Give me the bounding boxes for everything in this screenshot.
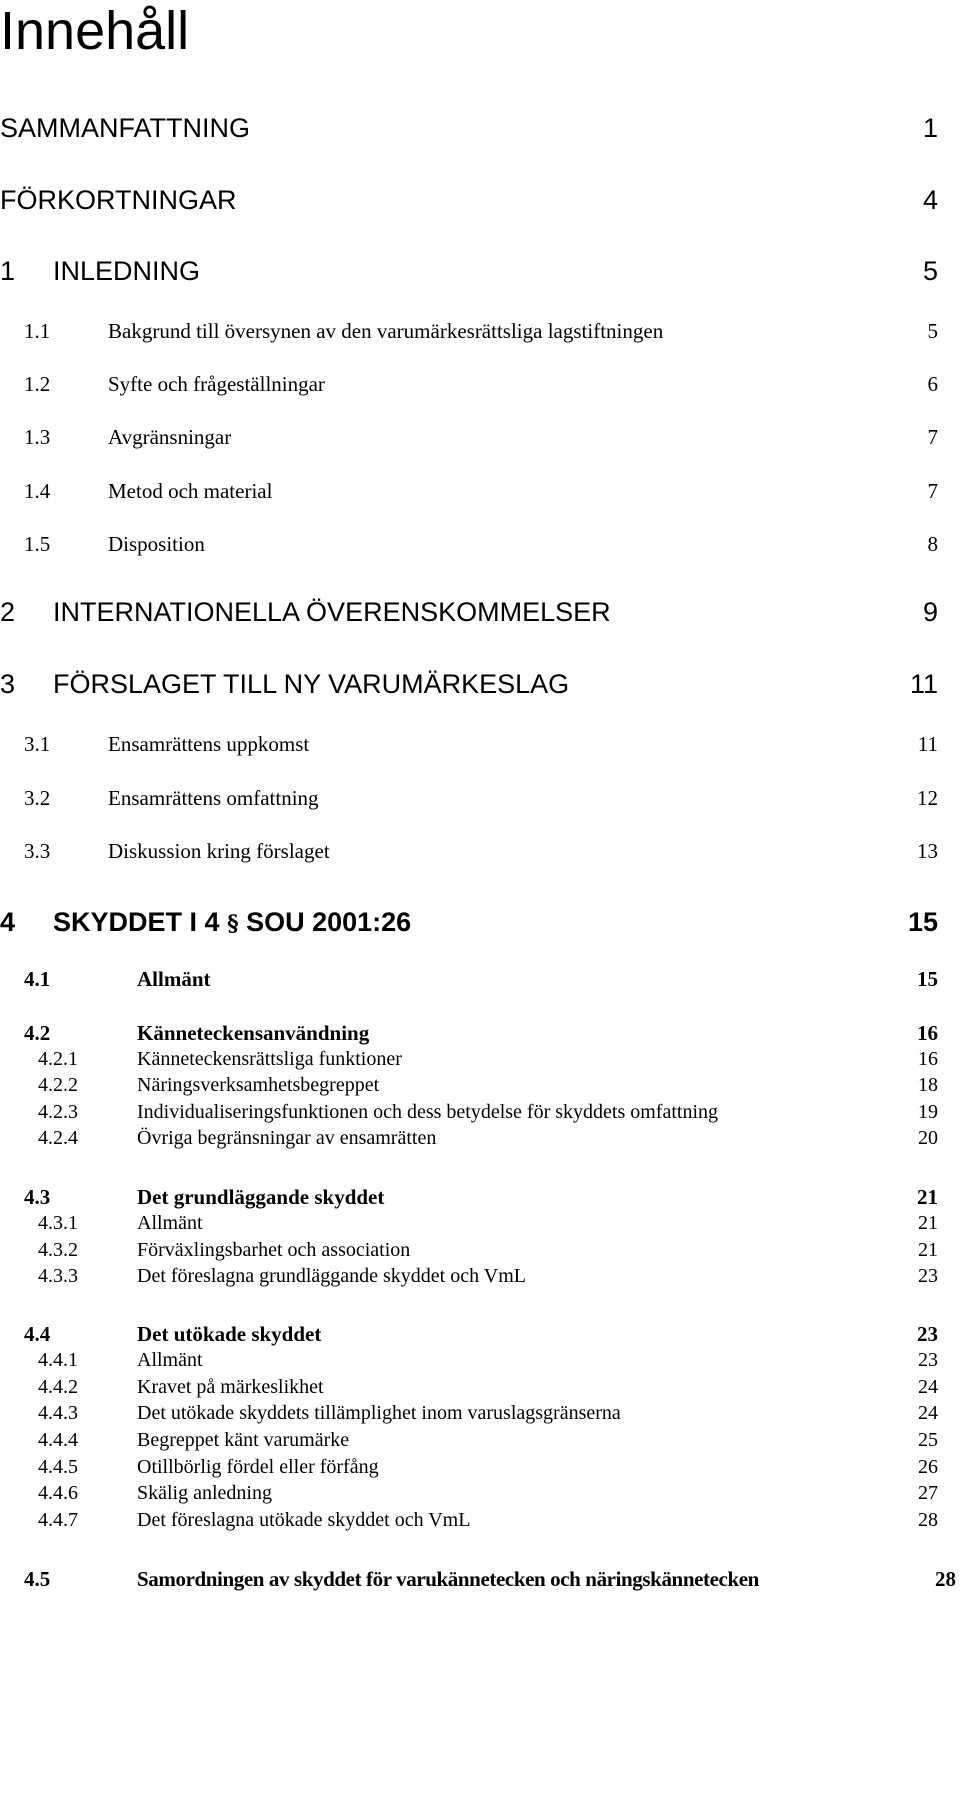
toc-entry-page: 5 xyxy=(922,256,938,286)
toc-entry-number: 4.4.7 xyxy=(38,1509,78,1531)
toc-entry-label: Samordningen av skyddet för varukännetecken och näringskännetecken xyxy=(137,1567,759,1591)
toc-entry-label: INLEDNING xyxy=(53,256,201,286)
toc-entry-number: 4.4.2 xyxy=(38,1376,78,1398)
toc-entry-page: 9 xyxy=(922,597,938,627)
toc-entry-page: 4 xyxy=(922,185,938,215)
toc-entry-number: 1.1 xyxy=(24,319,51,343)
toc-entry-label: FÖRSLAGET TILL NY VARUMÄRKESLAG xyxy=(53,669,570,699)
toc-entry-page: 13 xyxy=(917,839,938,863)
toc-entry-page: 5 xyxy=(927,319,938,343)
toc-entry-page: 16 xyxy=(918,1048,938,1070)
toc-entry-label: Förväxlingsbarhet och association xyxy=(137,1239,411,1261)
toc-entry-page: 12 xyxy=(917,786,938,810)
toc-entry-page: 27 xyxy=(918,1482,938,1504)
toc-entry-number: 4.4.1 xyxy=(38,1349,78,1371)
toc-entry-label: SAMMANFATTNING xyxy=(0,113,251,143)
toc-entry-number: 4.2.2 xyxy=(38,1074,78,1096)
toc-entry-number: 1.5 xyxy=(24,532,51,556)
toc-entry-label: Det utökade skyddets tillämplighet inom varuslagsgränserna xyxy=(137,1402,621,1424)
toc-entry-number: 3.3 xyxy=(24,839,51,863)
toc-entry-label: Det föreslagna utökade skyddet och VmL xyxy=(137,1509,471,1531)
toc-entry-label: Begreppet känt varumärke xyxy=(137,1429,350,1451)
toc-entry-label-part: SOU 2001:26 xyxy=(246,907,412,937)
toc-entry-label-part: SKYDDET I 4 xyxy=(53,907,220,937)
toc-entry-label: Ensamrättens uppkomst xyxy=(108,732,310,756)
toc-entry-page: 28 xyxy=(935,1567,956,1591)
toc-entry-label: Skälig anledning xyxy=(137,1482,272,1504)
toc-entry-number: 4.2.3 xyxy=(38,1101,78,1123)
toc-entry-label: Disposition xyxy=(108,532,205,556)
toc-entry-label: Kravet på märkeslikhet xyxy=(137,1376,324,1398)
toc-entry-page: 6 xyxy=(927,372,938,396)
toc-entry-page: 25 xyxy=(918,1429,938,1451)
toc-entry-label: Känneteckensrättsliga funktioner xyxy=(137,1048,402,1070)
toc-entry-page: 8 xyxy=(927,532,938,556)
toc-entry-page: 18 xyxy=(918,1074,938,1096)
toc-entry-number: 4.4 xyxy=(24,1322,51,1346)
toc-entry-page: 11 xyxy=(909,669,938,699)
toc-entry-label: Det grundläggande skyddet xyxy=(137,1185,385,1209)
toc-entry-number: 4.4.5 xyxy=(38,1456,78,1478)
toc-entry-number: 4.3.2 xyxy=(38,1239,78,1261)
toc-entry-label: Syfte och frågeställningar xyxy=(108,372,325,396)
toc-entry-label: INTERNATIONELLA ÖVERENSKOMMELSER xyxy=(53,597,611,627)
toc-entry-label: Metod och material xyxy=(108,479,273,503)
toc-entry-label: Diskussion kring förslaget xyxy=(108,839,330,863)
toc-entry-number: 1 xyxy=(0,256,16,286)
toc-entry-page: 19 xyxy=(918,1101,938,1123)
toc-entry-page: 21 xyxy=(918,1212,938,1234)
toc-entry-label: Allmänt xyxy=(137,1349,203,1371)
toc-entry-number: 4.3.1 xyxy=(38,1212,78,1234)
toc-entry-label: Ensamrättens omfattning xyxy=(108,786,319,810)
toc-entry-page: 15 xyxy=(917,967,938,991)
toc-entry-label: Allmänt xyxy=(137,1212,203,1234)
toc-entry-label: Övriga begränsningar av ensamrätten xyxy=(137,1127,437,1149)
toc-entry-page: 28 xyxy=(918,1509,938,1531)
toc-entry-label: FÖRKORTNINGAR xyxy=(0,185,237,215)
toc-entry-page: 24 xyxy=(918,1376,938,1398)
toc-entry-number: 1.4 xyxy=(24,479,51,503)
toc-entry-label: Det utökade skyddet xyxy=(137,1322,322,1346)
toc-entry-number: 4.4.3 xyxy=(38,1402,78,1424)
toc-entry-number: 1.2 xyxy=(24,372,51,396)
toc-entry-page: 23 xyxy=(918,1349,938,1371)
toc-entry-label xyxy=(53,906,411,940)
toc-entry-number: 1.3 xyxy=(24,425,51,449)
toc-entry-label: Individualiseringsfunktionen och dess betydelse för skyddets omfattning xyxy=(137,1101,719,1123)
toc-entry-number: 4.2.1 xyxy=(38,1048,78,1070)
toc-entry-page: 20 xyxy=(918,1127,938,1149)
section-sign: § xyxy=(227,911,239,937)
page-title: Innehåll xyxy=(0,1,190,61)
toc-entry-number: 3.2 xyxy=(24,786,51,810)
toc-entry-page: 21 xyxy=(918,1239,938,1261)
toc-entry-label: Avgränsningar xyxy=(108,425,232,449)
toc-entry-number: 4.1 xyxy=(24,967,51,991)
toc-entry-page: 16 xyxy=(917,1021,938,1045)
toc-entry-number: 4.3.3 xyxy=(38,1265,78,1287)
toc-entry-label: Allmänt xyxy=(137,967,211,991)
toc-entry-page: 7 xyxy=(927,425,938,449)
toc-entry-number: 4.2 xyxy=(24,1021,51,1045)
toc-entry-number: 4.4.6 xyxy=(38,1482,78,1504)
toc-entry-number: 4.4.4 xyxy=(38,1429,78,1451)
toc-entry-number: 4.5 xyxy=(24,1567,51,1591)
toc-entry-number: 3 xyxy=(0,669,16,699)
toc-entry-label: Bakgrund till översynen av den varumärkesrättsliga lagstiftningen xyxy=(108,319,664,343)
toc-entry-number: 4.2.4 xyxy=(38,1127,78,1149)
toc-entry-number: 3.1 xyxy=(24,732,51,756)
toc-entry-page: 23 xyxy=(917,1322,938,1346)
toc-entry-page: 7 xyxy=(927,479,938,503)
toc-entry-label: Otillbörlig fördel eller förfång xyxy=(137,1456,379,1478)
toc-entry-page: 23 xyxy=(918,1265,938,1287)
toc-entry-label: Näringsverksamhetsbegreppet xyxy=(137,1074,380,1096)
toc-entry-number: 4 xyxy=(0,907,16,937)
toc-entry-label: Det föreslagna grundläggande skyddet och VmL xyxy=(137,1265,526,1287)
toc-entry-page: 24 xyxy=(918,1402,938,1424)
toc-entry-number: 4.3 xyxy=(24,1185,51,1209)
toc-entry-page: 1 xyxy=(922,113,938,143)
toc-entry-page: 26 xyxy=(918,1456,938,1478)
toc-entry-page: 21 xyxy=(917,1185,938,1209)
toc-entry-page: 15 xyxy=(907,907,938,937)
toc-entry-page: 11 xyxy=(917,732,938,756)
toc-entry-number: 2 xyxy=(0,597,16,627)
toc-entry-label: Känneteckensanvändning xyxy=(137,1021,370,1045)
